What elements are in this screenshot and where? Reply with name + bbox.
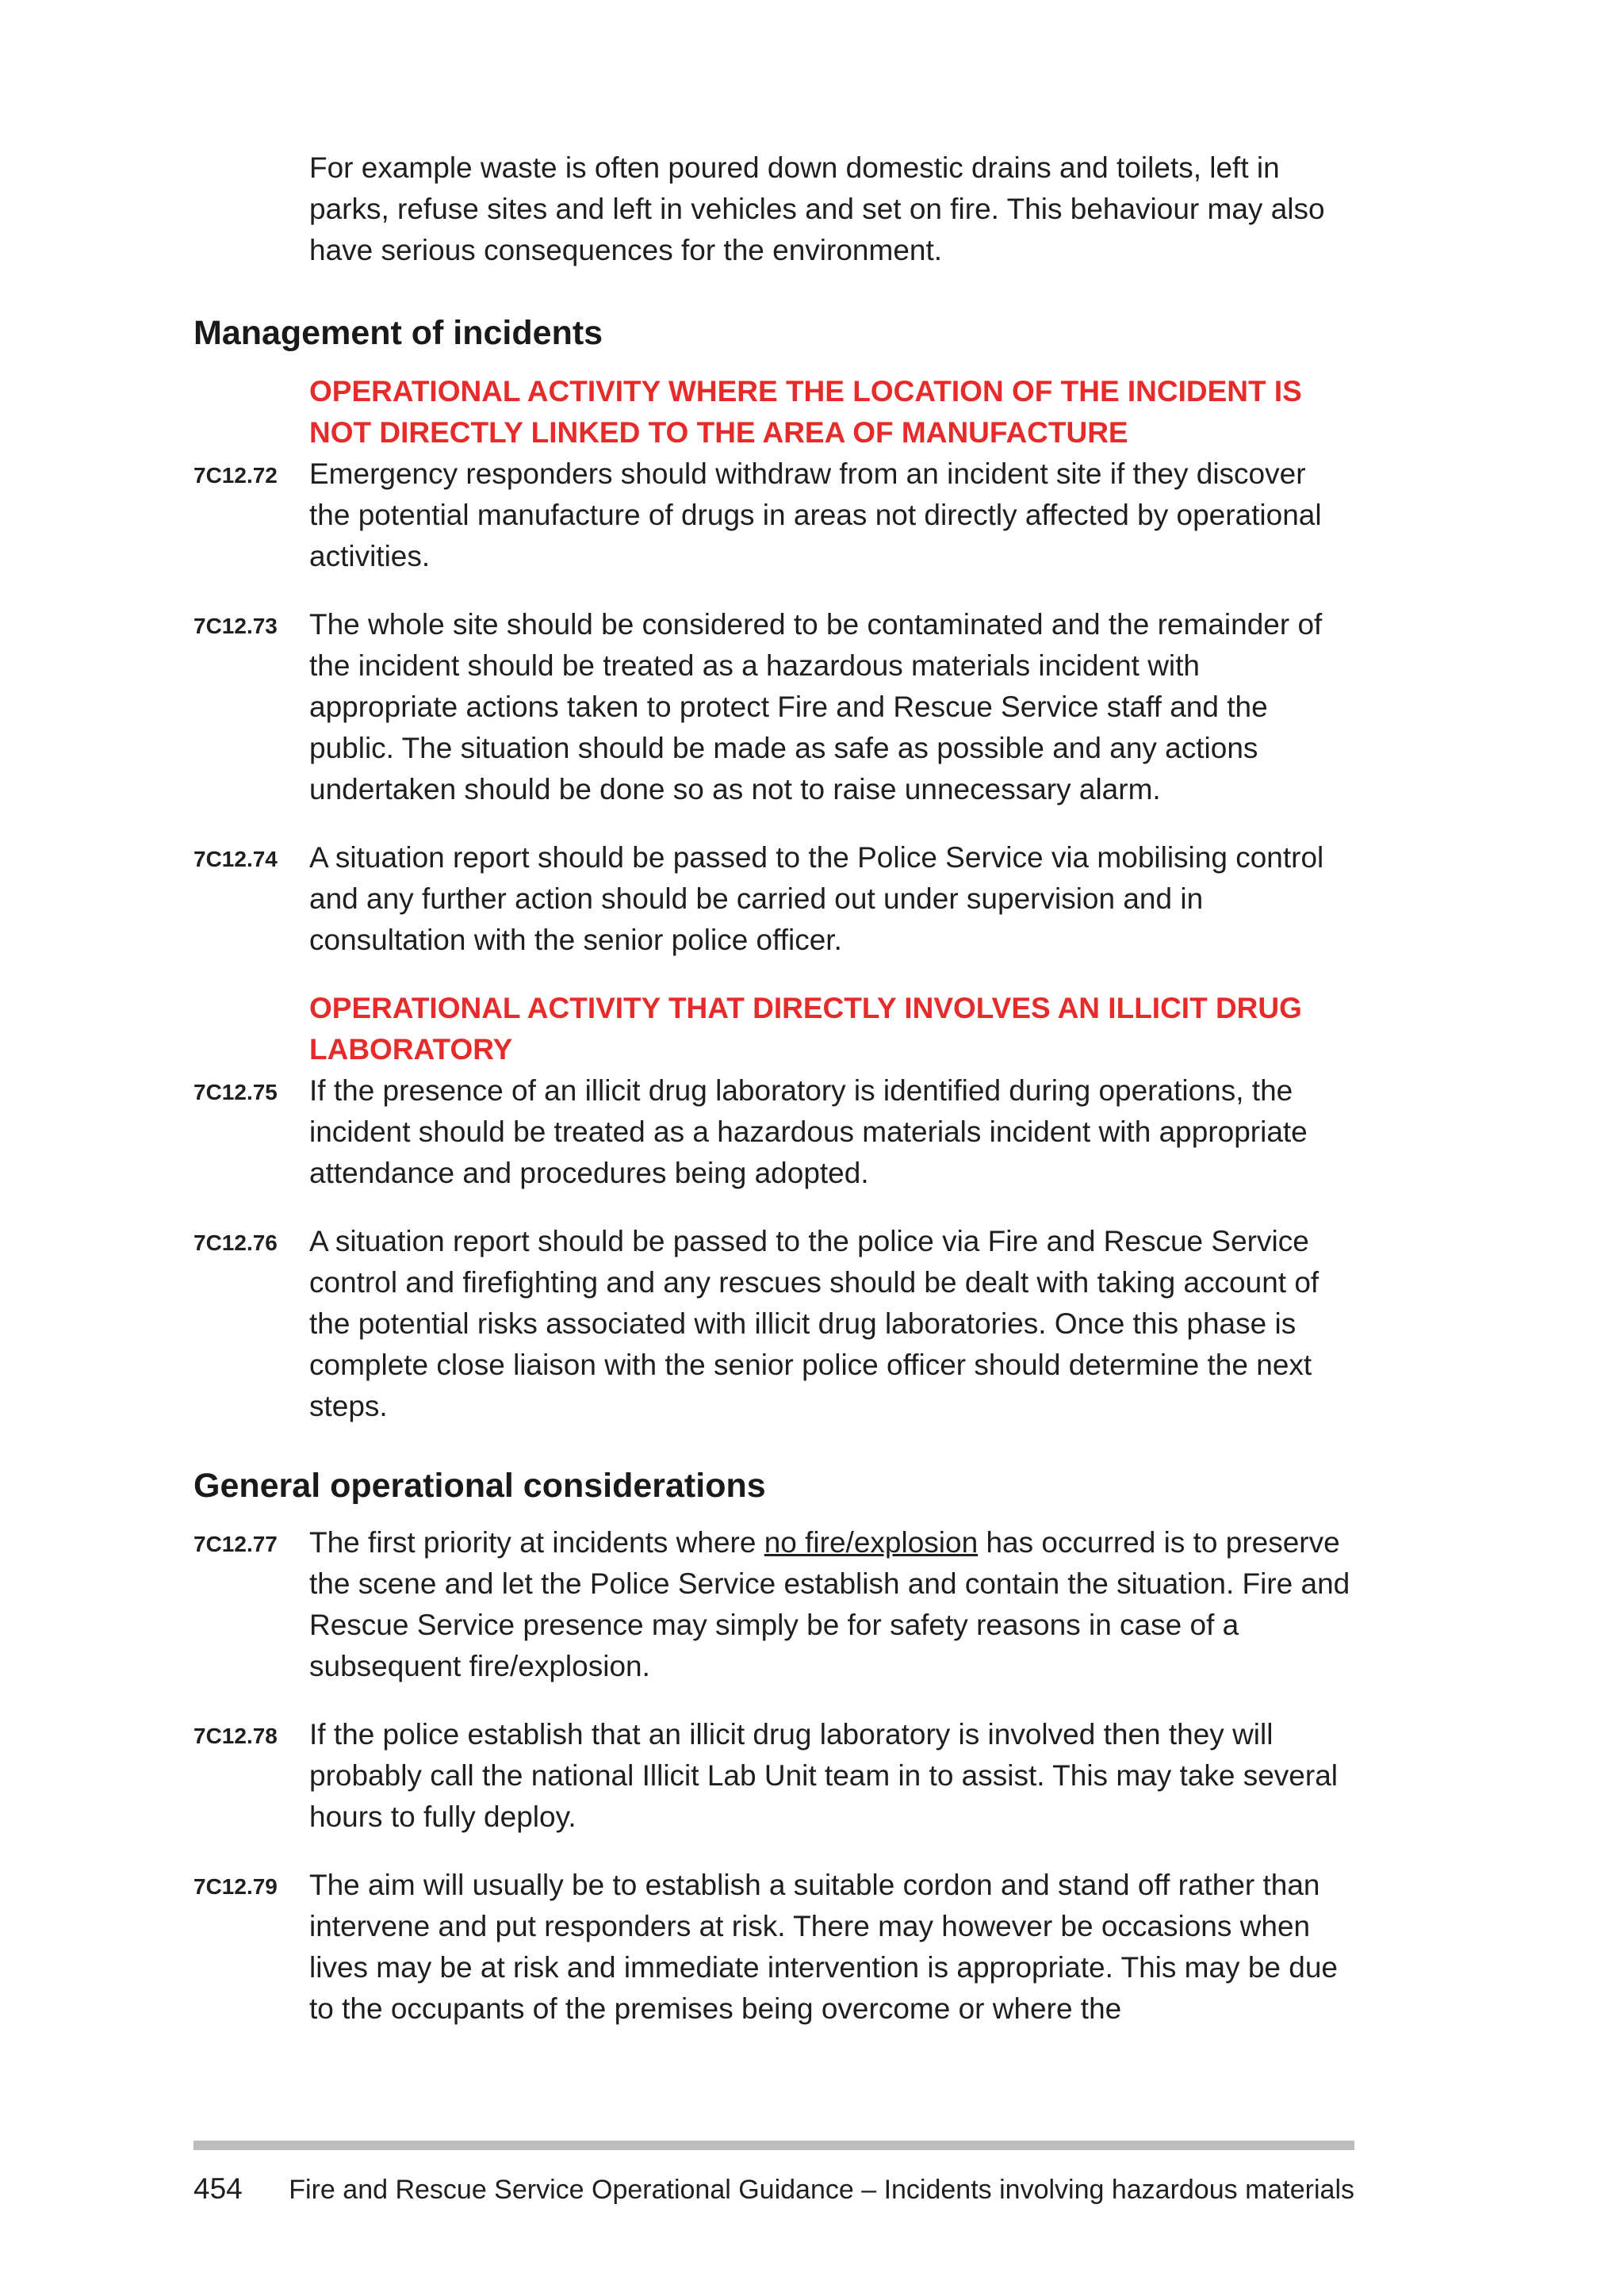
section-heading-general: General operational considerations	[193, 1467, 766, 1505]
paragraph-7c12-78	[193, 1714, 1354, 1838]
paragraph-7c12-76	[193, 1221, 1354, 1427]
paragraph-text: If the police establish that an illicit drug laboratory is involved then they will probably call the national Illicit Lab Unit team in to assist. This may take several hours to fully deploy.	[309, 1718, 1338, 1833]
paragraph-7c12-72	[193, 453, 1354, 577]
footer-rule	[193, 2141, 1354, 2150]
section-heading-management: Management of incidents	[193, 314, 603, 352]
paragraph-7c12-73	[193, 604, 1354, 810]
subsection-heading-not-linked: OPERATIONAL ACTIVITY WHERE THE LOCATION OF THE INCIDENT IS NOT DIRECTLY LINKED TO THE AREA OF MANUFACTURE	[309, 375, 1302, 449]
paragraph-text: The whole site should be considered to be contaminated and the remainder of the incident should be treated as a hazardous materials incident with appropriate actions taken to protect Fire and Rescue Service staff and the public. The situation should be made as safe as possible and any actions undertaken should be done so as not to raise unnecessary alarm.	[309, 608, 1323, 806]
footer-title: Fire and Rescue Service Operational Guidance – Incidents involving hazardous materials	[289, 2175, 1354, 2205]
paragraph-text: A situation report should be passed to the Police Service via mobilising control and any further action should be carried out under supervision and in consultation with the senior police officer.	[309, 841, 1324, 956]
paragraph-7c12-74	[193, 837, 1354, 961]
paragraph-text: If the presence of an illicit drug laboratory is identified during operations, the incident should be treated as a hazardous materials incident with appropriate attendance and procedures being adopted.	[309, 1074, 1308, 1189]
page-number: 454	[193, 2172, 243, 2205]
paragraph-text: The aim will usually be to establish a suitable cordon and stand off rather than intervene and put responders at risk. There may however be occasions when lives may be at risk and immediate intervention is appropriate. This may be due to the occupants of the premises being overcome or where the	[309, 1869, 1339, 2025]
underlined-phrase: no fire/explosion	[764, 1526, 979, 1559]
paragraph-number: 7C12.75	[193, 1080, 278, 1104]
subsection-heading-illicit-lab: OPERATIONAL ACTIVITY THAT DIRECTLY INVOLVES AN ILLICIT DRUG LABORATORY	[309, 992, 1302, 1066]
paragraph-number: 7C12.72	[193, 463, 278, 488]
paragraph-number: 7C12.73	[193, 614, 278, 638]
paragraph-number: 7C12.79	[193, 1874, 278, 1899]
paragraph-text	[309, 1522, 1354, 1687]
paragraph-text-start: The first priority at incidents where	[309, 1526, 764, 1559]
paragraph-number: 7C12.74	[193, 847, 278, 871]
paragraph-number: 7C12.76	[193, 1230, 278, 1255]
paragraph-7c12-77	[193, 1522, 1354, 1687]
page-footer	[193, 2172, 1354, 2206]
paragraph-number: 7C12.77	[193, 1532, 278, 1556]
intro-paragraph: For example waste is often poured down domestic drains and toilets, left in parks, refuse sites and left in vehicles and set on fire. This behaviour may also have serious consequences for the environment.	[309, 151, 1325, 266]
paragraph-7c12-75	[193, 1070, 1354, 1194]
paragraph-text-end: has occurred is to preserve the scene and let the Police Service establish and contain the situation. Fire and Rescue Service presence may simply be for safety reasons in case of a subsequent fire/explosion.	[309, 1526, 1350, 1682]
paragraph-7c12-79	[193, 1865, 1354, 2030]
paragraph-text: A situation report should be passed to the police via Fire and Rescue Service control and firefighting and any rescues should be dealt with taking account of the potential risks associated with illicit drug laboratories. Once this phase is complete close liaison with the senior police officer should determine the next steps.	[309, 1225, 1320, 1422]
page-content	[193, 147, 1354, 2030]
paragraph-number: 7C12.78	[193, 1724, 278, 1748]
paragraph-text: Emergency responders should withdraw from an incident site if they discover the potential manufacture of drugs in areas not directly affected by operational activities.	[309, 457, 1322, 572]
